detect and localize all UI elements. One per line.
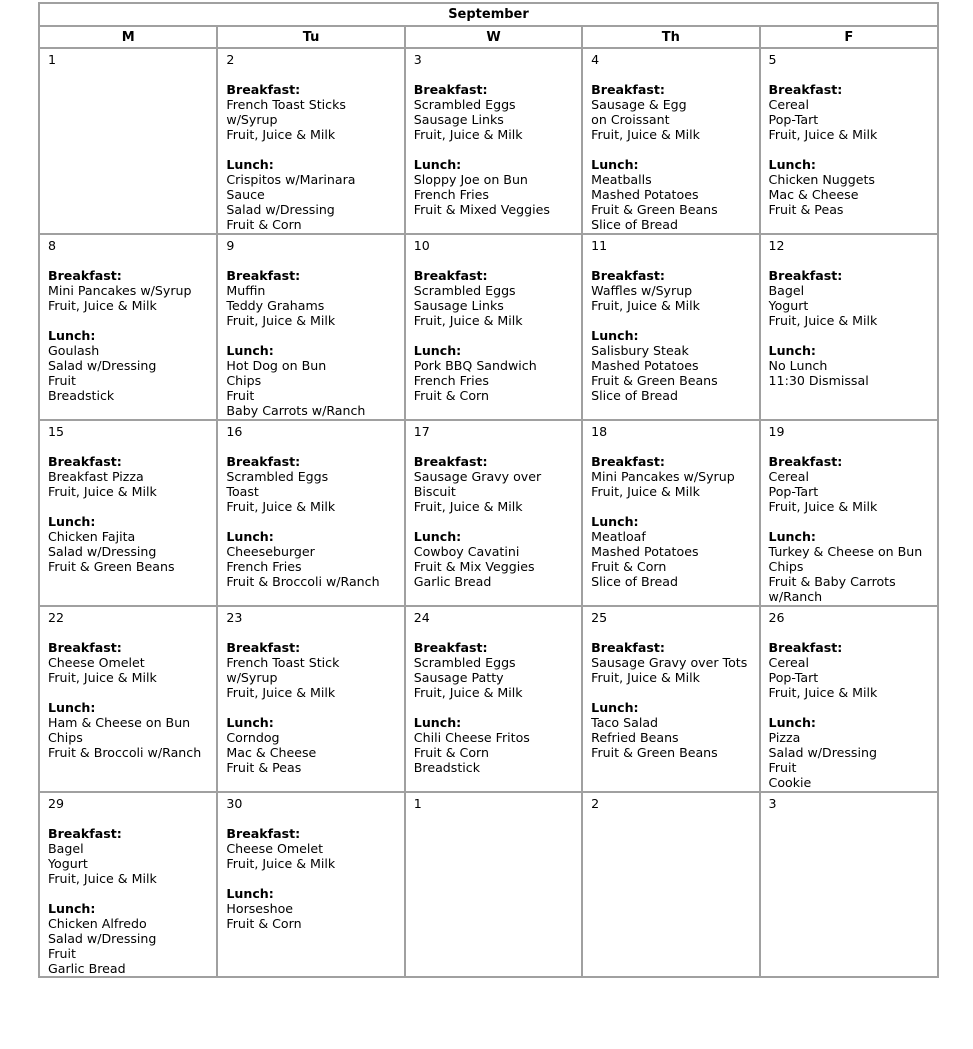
menu-item: Cowboy Cavatini [413,544,520,559]
day-cell [217,48,404,234]
menu-item: Salad w/Dressing [226,202,335,217]
week-row [39,48,938,234]
menu-item: Mashed Potatoes [591,544,699,559]
menu-item: Cheeseburger [226,544,315,559]
date-number: 24 [413,610,430,625]
menu-item: French Toast Stick [226,655,340,670]
weekday-header: W [405,26,582,48]
menu-item: Fruit & Corn [591,559,667,574]
menu-item: Fruit, Juice & Milk [226,685,336,700]
date-number: 30 [226,796,243,811]
lunch-section [48,328,216,403]
breakfast-heading: Breakfast: [48,268,122,283]
menu-item: Fruit [768,760,797,775]
day-cell [582,48,759,234]
lunch-section [414,715,581,775]
menu-item: Breadstick [48,388,115,403]
lunch-heading: Lunch: [591,328,639,343]
menu-item: Crispitos w/Marinara [226,172,356,187]
menu-item: French Fries [413,373,489,388]
date-number: 18 [591,424,608,439]
menu-item: Fruit & Green Beans [591,202,718,217]
breakfast-heading: Breakfast: [768,454,843,469]
menu-item: Garlic Bread [48,961,126,976]
breakfast-section [414,82,581,142]
date-number: 5 [768,52,777,67]
menu-item: Fruit, Juice & Milk [226,499,336,514]
menu-item: Fruit, Juice & Milk [768,313,878,328]
menu-item: Sausage Links [413,298,504,313]
menu-item: Pork BBQ Sandwich [413,358,537,373]
menu-item: Fruit, Juice & Milk [48,670,157,685]
menu-item: Scrambled Eggs [413,97,516,112]
lunch-section [48,514,216,574]
date-number: 12 [768,238,785,253]
menu-item: No Lunch [768,358,828,373]
lunch-section [48,901,216,976]
breakfast-section [48,268,216,313]
menu-item: Fruit & Green Beans [591,373,718,388]
lunch-heading: Lunch: [226,157,274,172]
lunch-section [414,529,581,589]
lunch-heading: Lunch: [591,157,639,172]
weekday-header-row [39,26,938,48]
day-cell [760,792,938,977]
day-cell [39,420,217,606]
menu-item: Chips [768,559,804,574]
menu-item: w/Ranch [768,589,823,604]
menu-item: Chips [48,730,83,745]
menu-item: w/Syrup [226,112,278,127]
lunch-heading: Lunch: [768,529,816,544]
breakfast-section [769,268,937,328]
menu-item: Yogurt [48,856,88,871]
menu-item: Breakfast Pizza [48,469,144,484]
menu-item: Fruit, Juice & Milk [48,298,157,313]
lunch-section [769,343,937,388]
weekday-header: Th [582,26,759,48]
lunch-heading: Lunch: [413,715,462,730]
menu-item: Pop-Tart [768,484,819,499]
day-cell [217,420,404,606]
date-number: 25 [591,610,608,625]
breakfast-heading: Breakfast: [226,826,301,841]
day-cell [760,234,938,420]
menu-item: Mac & Cheese [768,187,859,202]
menu-item: Salisbury Steak [591,343,689,358]
day-cell [217,234,404,420]
lunch-section [48,700,216,760]
breakfast-heading: Breakfast: [48,454,122,469]
breakfast-section [591,268,758,313]
lunch-section [414,157,581,217]
breakfast-heading: Breakfast: [413,640,488,655]
day-cell [217,792,404,977]
lunch-section [591,514,758,589]
menu-item: French Fries [226,559,302,574]
menu-item: 11:30 Dismissal [768,373,869,388]
date-number: 17 [413,424,430,439]
menu-item: Fruit, Juice & Milk [48,871,157,886]
menu-item: on Croissant [591,112,670,127]
date-number: 29 [48,796,65,811]
weekday-header: F [760,26,938,48]
menu-item: Chips [226,373,262,388]
weekday-header: M [39,26,217,48]
menu-item: Cheese Omelet [226,841,324,856]
menu-item: Chicken Fajita [48,529,136,544]
day-cell [217,606,404,792]
lunch-heading: Lunch: [591,514,639,529]
menu-item: Fruit & Corn [226,217,302,232]
menu-item: Mini Pancakes w/Syrup [591,469,735,484]
lunch-section [414,343,581,403]
date-number: 15 [48,424,65,439]
lunch-section [769,529,937,604]
lunch-heading: Lunch: [226,529,274,544]
menu-item: Fruit & Mixed Veggies [413,202,550,217]
breakfast-section [48,454,216,499]
breakfast-heading: Breakfast: [591,82,665,97]
menu-item: Fruit, Juice & Milk [413,685,523,700]
day-cell [405,792,582,977]
menu-item: Teddy Grahams [226,298,325,313]
menu-item: Refried Beans [591,730,679,745]
month-title: September [39,3,938,26]
menu-item: Scrambled Eggs [413,283,516,298]
day-cell [39,792,217,977]
breakfast-heading: Breakfast: [768,640,843,655]
date-number: 11 [591,238,608,253]
menu-item: Salad w/Dressing [768,745,877,760]
day-cell [760,48,938,234]
day-cell [760,606,938,792]
date-number: 1 [413,796,422,811]
day-cell [582,606,759,792]
menu-item: Slice of Bread [591,574,678,589]
breakfast-heading: Breakfast: [768,82,843,97]
menu-item: Salad w/Dressing [48,358,157,373]
week-row [39,606,938,792]
menu-item: Toast [226,484,259,499]
breakfast-section [769,82,937,142]
date-number: 3 [768,796,777,811]
menu-item: Fruit, Juice & Milk [768,685,878,700]
breakfast-section [226,454,403,514]
menu-item: Fruit, Juice & Milk [768,499,878,514]
menu-item: Fruit & Corn [413,388,489,403]
menu-item: Corndog [226,730,280,745]
lunch-heading: Lunch: [226,886,274,901]
menu-item: Fruit, Juice & Milk [226,127,336,142]
menu-item: Fruit & Peas [226,760,302,775]
menu-item: Fruit, Juice & Milk [413,499,523,514]
menu-item: Cereal [768,469,809,484]
weekday-header: Tu [217,26,404,48]
breakfast-section [414,640,581,700]
day-cell [760,420,938,606]
menu-item: Salad w/Dressing [48,931,157,946]
menu-item: Sauce [226,187,265,202]
menu-item: Fruit [48,373,76,388]
menu-item: Mini Pancakes w/Syrup [48,283,192,298]
menu-item: Salad w/Dressing [48,544,157,559]
menu-calendar [38,2,939,978]
lunch-heading: Lunch: [48,700,96,715]
menu-item: Cookie [768,775,812,790]
lunch-section [769,715,937,790]
breakfast-section [48,640,216,685]
breakfast-heading: Breakfast: [226,82,301,97]
menu-item: Meatloaf [591,529,646,544]
menu-item: Biscuit [413,484,456,499]
menu-item: Sloppy Joe on Bun [413,172,528,187]
day-cell [39,234,217,420]
menu-item: Cereal [768,97,809,112]
day-cell [405,234,582,420]
lunch-heading: Lunch: [48,901,96,916]
lunch-heading: Lunch: [768,157,816,172]
menu-item: Fruit, Juice & Milk [591,127,700,142]
lunch-section [591,157,758,232]
breakfast-heading: Breakfast: [48,640,122,655]
menu-item: Fruit, Juice & Milk [591,670,700,685]
menu-item: Slice of Bread [591,388,678,403]
lunch-section [226,343,403,418]
menu-item: Scrambled Eggs [226,469,329,484]
week-row [39,792,938,977]
date-number: 8 [48,238,57,253]
lunch-section [769,157,937,217]
menu-item: Fruit & Corn [413,745,489,760]
menu-item: Fruit, Juice & Milk [48,484,157,499]
breakfast-heading: Breakfast: [591,640,665,655]
lunch-heading: Lunch: [226,715,274,730]
menu-item: Chicken Alfredo [48,916,147,931]
lunch-heading: Lunch: [413,157,462,172]
breakfast-section [226,640,403,700]
day-cell [405,420,582,606]
menu-item: Bagel [768,283,805,298]
menu-item: Fruit & Corn [226,916,302,931]
breakfast-heading: Breakfast: [413,268,488,283]
lunch-heading: Lunch: [413,529,462,544]
menu-item: Horseshoe [226,901,294,916]
day-cell [405,606,582,792]
breakfast-heading: Breakfast: [413,454,488,469]
menu-item: Sausage Links [413,112,504,127]
menu-item: Sausage Gravy over Tots [591,655,748,670]
menu-item: Yogurt [768,298,809,313]
week-row [39,234,938,420]
menu-item: Fruit, Juice & Milk [413,313,523,328]
menu-item: Bagel [48,841,84,856]
menu-item: Fruit & Broccoli w/Ranch [48,745,202,760]
date-number: 26 [768,610,785,625]
breakfast-section [48,826,216,886]
menu-item: Goulash [48,343,100,358]
menu-item: Cheese Omelet [48,655,145,670]
day-cell [582,234,759,420]
menu-item: Pop-Tart [768,112,819,127]
breakfast-section [591,454,758,499]
menu-item: French Toast Sticks [226,97,346,112]
menu-item: Fruit & Baby Carrots [768,574,896,589]
date-number: 1 [48,52,57,67]
lunch-heading: Lunch: [768,343,816,358]
breakfast-section [226,82,403,142]
menu-item: Garlic Bread [413,574,492,589]
menu-item: Sausage & Egg [591,97,687,112]
lunch-section [226,529,403,589]
menu-item: Sausage Patty [413,670,504,685]
menu-item: Mashed Potatoes [591,358,699,373]
breakfast-heading: Breakfast: [768,268,843,283]
menu-item: Taco Salad [591,715,659,730]
breakfast-section [591,82,758,142]
lunch-heading: Lunch: [48,514,96,529]
menu-item: Turkey & Cheese on Bun [768,544,923,559]
menu-item: Fruit, Juice & Milk [226,856,336,871]
lunch-section [226,715,403,775]
date-number: 19 [768,424,785,439]
menu-item: Hot Dog on Bun [226,358,327,373]
menu-item: Mashed Potatoes [591,187,699,202]
menu-item: Scrambled Eggs [413,655,516,670]
menu-item: Cereal [768,655,809,670]
menu-item: Fruit, Juice & Milk [591,298,700,313]
lunch-heading: Lunch: [226,343,274,358]
menu-item: Fruit, Juice & Milk [591,484,700,499]
menu-item: Meatballs [591,172,652,187]
menu-item: Fruit & Green Beans [591,745,718,760]
lunch-section [226,157,403,232]
lunch-heading: Lunch: [591,700,639,715]
menu-item: Fruit [226,388,255,403]
date-number: 10 [413,238,430,253]
day-cell [39,48,217,234]
date-number: 16 [226,424,243,439]
date-number: 3 [413,52,422,67]
lunch-section [591,328,758,403]
menu-item: Waffles w/Syrup [591,283,693,298]
breakfast-heading: Breakfast: [226,454,301,469]
breakfast-section [769,640,937,700]
breakfast-section [226,826,403,871]
lunch-heading: Lunch: [48,328,96,343]
calendar-body [39,48,938,977]
menu-item: Fruit [48,946,76,961]
breakfast-section [414,454,581,514]
menu-item: Ham & Cheese on Bun [48,715,191,730]
date-number: 2 [591,796,600,811]
menu-item: Pizza [768,730,801,745]
breakfast-section [226,268,403,328]
menu-item: Fruit & Peas [768,202,844,217]
date-number: 23 [226,610,243,625]
breakfast-heading: Breakfast: [591,454,665,469]
lunch-section [226,886,403,931]
breakfast-heading: Breakfast: [48,826,122,841]
menu-item: Fruit & Mix Veggies [413,559,535,574]
menu-item: Pop-Tart [768,670,819,685]
date-number: 22 [48,610,65,625]
day-cell [405,48,582,234]
breakfast-section [414,268,581,328]
menu-item: Fruit & Broccoli w/Ranch [226,574,380,589]
breakfast-heading: Breakfast: [226,640,301,655]
lunch-section [591,700,758,760]
menu-item: w/Syrup [226,670,278,685]
date-number: 2 [226,52,235,67]
day-cell [582,420,759,606]
breakfast-heading: Breakfast: [226,268,301,283]
date-number: 9 [226,238,235,253]
menu-item: Muffin [226,283,266,298]
menu-item: Chicken Nuggets [768,172,875,187]
week-row [39,420,938,606]
day-cell [582,792,759,977]
menu-item: Chili Cheese Fritos [413,730,530,745]
menu-item: Mac & Cheese [226,745,317,760]
date-number: 4 [591,52,600,67]
breakfast-section [769,454,937,514]
menu-item: Fruit, Juice & Milk [413,127,523,142]
menu-item: French Fries [413,187,489,202]
menu-item: Fruit, Juice & Milk [226,313,336,328]
menu-item: Fruit, Juice & Milk [768,127,878,142]
menu-item: Baby Carrots w/Ranch [226,403,366,418]
menu-item: Sausage Gravy over [413,469,542,484]
menu-item: Slice of Bread [591,217,678,232]
day-cell [39,606,217,792]
lunch-heading: Lunch: [768,715,816,730]
breakfast-heading: Breakfast: [413,82,488,97]
menu-item: Fruit & Green Beans [48,559,175,574]
lunch-heading: Lunch: [413,343,462,358]
menu-item: Breadstick [413,760,481,775]
breakfast-heading: Breakfast: [591,268,665,283]
breakfast-section [591,640,758,685]
